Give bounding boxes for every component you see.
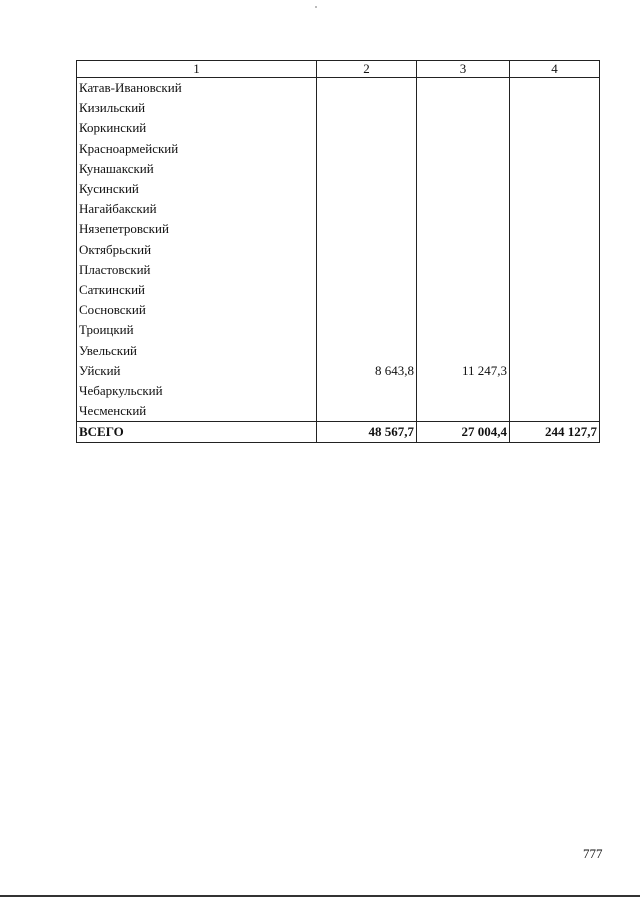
table-row <box>77 260 600 280</box>
district-name: Троицкий <box>77 320 317 340</box>
value-col-3 <box>417 260 510 280</box>
total-row <box>77 422 600 443</box>
value-col-3 <box>417 199 510 219</box>
value-col-3 <box>417 219 510 239</box>
table-row <box>77 179 600 199</box>
data-table <box>76 60 600 443</box>
district-name: Чесменский <box>77 401 317 422</box>
value-col-2 <box>317 139 417 159</box>
value-col-3 <box>417 381 510 401</box>
table-row <box>77 78 600 99</box>
value-col-3 <box>417 240 510 260</box>
value-col-3 <box>417 118 510 138</box>
district-name: Катав-Ивановский <box>77 78 317 99</box>
table-row <box>77 361 600 381</box>
value-col-2 <box>317 320 417 340</box>
district-name: Пластовский <box>77 260 317 280</box>
value-col-3 <box>417 179 510 199</box>
value-col-4 <box>510 280 600 300</box>
table-row <box>77 199 600 219</box>
page-number: 777 <box>583 846 603 861</box>
value-col-3 <box>417 300 510 320</box>
district-name: Коркинский <box>77 118 317 138</box>
value-col-4 <box>510 78 600 99</box>
value-col-2 <box>317 199 417 219</box>
total-col-3: 27 004,4 <box>417 422 510 443</box>
value-col-2 <box>317 118 417 138</box>
district-name: Красноармейский <box>77 139 317 159</box>
value-col-2 <box>317 381 417 401</box>
value-col-2 <box>317 219 417 239</box>
value-col-4 <box>510 118 600 138</box>
value-col-4 <box>510 98 600 118</box>
column-header-3: 3 <box>417 61 510 78</box>
district-name: Октябрьский <box>77 240 317 260</box>
value-col-2 <box>317 98 417 118</box>
table-row <box>77 300 600 320</box>
column-header-2: 2 <box>317 61 417 78</box>
district-name: Саткинский <box>77 280 317 300</box>
table-row <box>77 320 600 340</box>
district-name: Чебаркульский <box>77 381 317 401</box>
value-col-4 <box>510 260 600 280</box>
total-col-2: 48 567,7 <box>317 422 417 443</box>
district-name: Кизильский <box>77 98 317 118</box>
footer-rule <box>0 895 640 897</box>
value-col-4 <box>510 381 600 401</box>
table-row <box>77 219 600 239</box>
value-col-4 <box>510 240 600 260</box>
value-col-4 <box>510 159 600 179</box>
table-row <box>77 340 600 360</box>
column-header-1: 1 <box>77 61 317 78</box>
table-row <box>77 401 600 422</box>
column-header-4: 4 <box>510 61 600 78</box>
value-col-3 <box>417 320 510 340</box>
district-name: Нязепетровский <box>77 219 317 239</box>
value-col-4 <box>510 179 600 199</box>
value-col-2 <box>317 78 417 99</box>
scan-artifact <box>315 6 317 8</box>
value-col-2 <box>317 401 417 422</box>
value-col-3: 11 247,3 <box>417 361 510 381</box>
value-col-3 <box>417 159 510 179</box>
total-label: ВСЕГО <box>77 422 317 443</box>
table-row <box>77 98 600 118</box>
value-col-4 <box>510 219 600 239</box>
value-col-4 <box>510 139 600 159</box>
value-col-2 <box>317 179 417 199</box>
table-row <box>77 139 600 159</box>
value-col-3 <box>417 139 510 159</box>
value-col-4 <box>510 320 600 340</box>
value-col-4 <box>510 361 600 381</box>
table-row <box>77 280 600 300</box>
value-col-3 <box>417 98 510 118</box>
district-name: Сосновский <box>77 300 317 320</box>
table-row <box>77 240 600 260</box>
header-row <box>77 61 600 78</box>
total-col-4: 244 127,7 <box>510 422 600 443</box>
district-name: Кунашакский <box>77 159 317 179</box>
table-row <box>77 381 600 401</box>
value-col-4 <box>510 199 600 219</box>
district-name: Увельский <box>77 340 317 360</box>
value-col-4 <box>510 300 600 320</box>
value-col-4 <box>510 401 600 422</box>
district-name: Кусинский <box>77 179 317 199</box>
value-col-2 <box>317 260 417 280</box>
value-col-3 <box>417 280 510 300</box>
value-col-3 <box>417 340 510 360</box>
district-name: Уйский <box>77 361 317 381</box>
value-col-3 <box>417 401 510 422</box>
value-col-2: 8 643,8 <box>317 361 417 381</box>
table-row <box>77 159 600 179</box>
value-col-2 <box>317 159 417 179</box>
district-name: Нагайбакский <box>77 199 317 219</box>
table-row <box>77 118 600 138</box>
value-col-3 <box>417 78 510 99</box>
value-col-2 <box>317 280 417 300</box>
value-col-2 <box>317 240 417 260</box>
value-col-2 <box>317 300 417 320</box>
value-col-4 <box>510 340 600 360</box>
value-col-2 <box>317 340 417 360</box>
